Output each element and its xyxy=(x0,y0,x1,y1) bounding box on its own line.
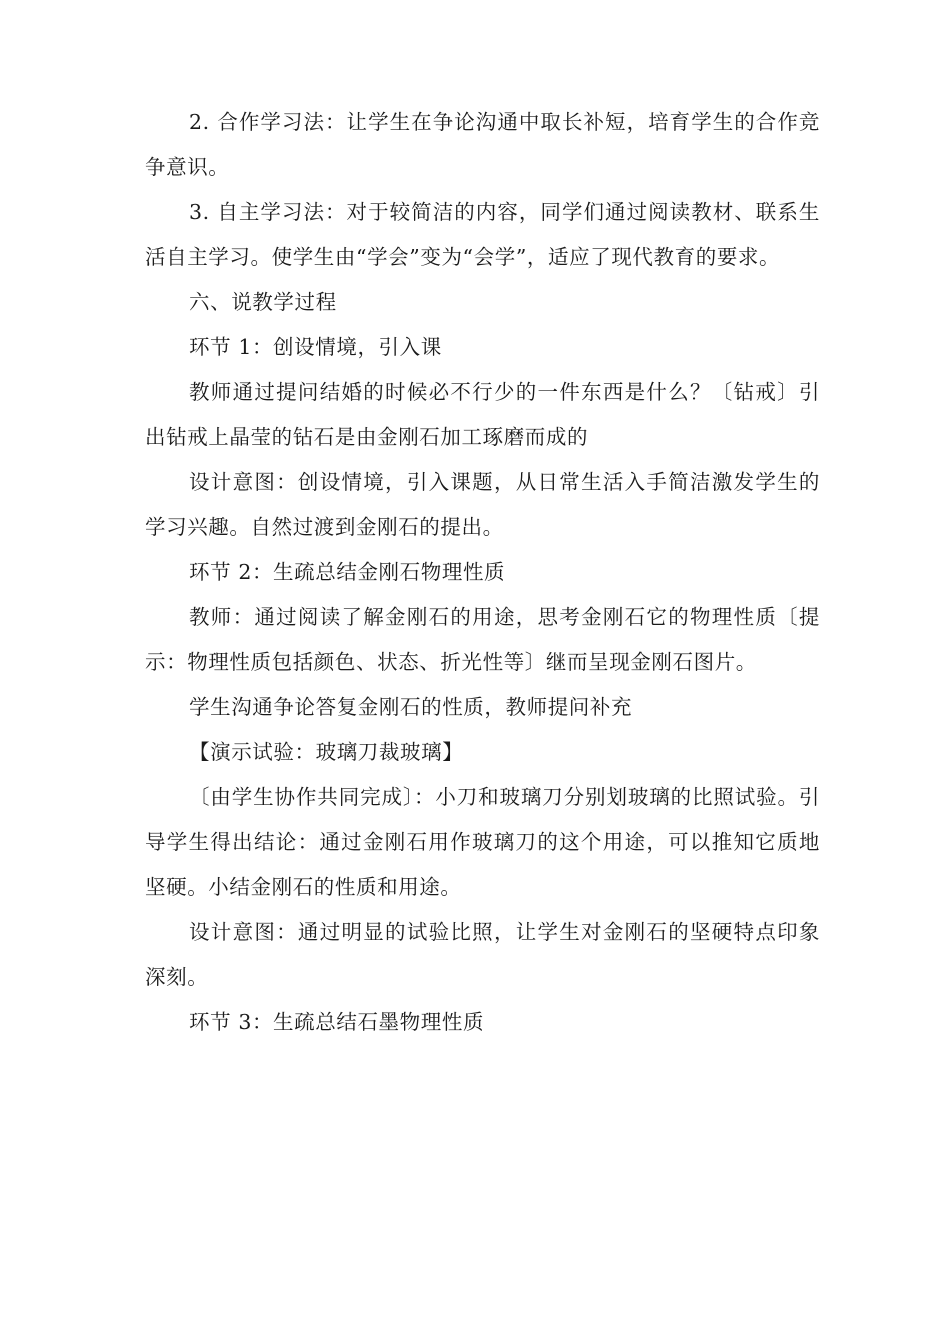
section-heading-teaching-process: 六、说教学过程 xyxy=(189,290,337,314)
paragraph-design-intent-1: 设计意图：创设情境，引入课题，从日常生活入手简洁激发学生的学习兴趣。自然过渡到金刚石的提出。 xyxy=(145,470,820,539)
step-2-heading: 环节 2：生疏总结金刚石物理性质 xyxy=(189,560,506,584)
paragraph-teacher-reading: 教师：通过阅读了解金刚石的用途，思考金刚石它的物理性质〔提示：物理性质包括颜色、状态、折光性等〕继而呈现金刚石图片。 xyxy=(145,605,820,674)
step-1-heading: 环节 1：创设情境，引入课 xyxy=(189,335,442,359)
paragraph-self-learning: 3. 自主学习法：对于较简洁的内容，同学们通过阅读教材、联系生活自主学习。使学生由“学会”变为“会学”，适应了现代教育的要求。 xyxy=(145,200,820,269)
paragraph-student-discussion: 学生沟通争论答复金刚石的性质，教师提问补充 xyxy=(189,695,633,719)
paragraph-cooperative-learning: 2. 合作学习法：让学生在争论沟通中取长补短，培育学生的合作竞争意识。 xyxy=(145,110,820,179)
demo-experiment-title: 【演示试验：玻璃刀裁玻璃】 xyxy=(189,740,464,764)
paragraph-teacher-question: 教师通过提问结婚的时候必不行少的一件东西是什么？〔钻戒〕引出钻戒上晶莹的钻石是由金刚石加工琢磨而成的 xyxy=(145,380,820,449)
paragraph-experiment-description: 〔由学生协作共同完成〕：小刀和玻璃刀分别划玻璃的比照试验。引导学生得出结论：通过金刚石用作玻璃刀的这个用途，可以推知它质地坚硬。小结金刚石的性质和用途。 xyxy=(145,785,820,899)
document-body xyxy=(145,100,820,1045)
step-3-heading: 环节 3：生疏总结石墨物理性质 xyxy=(189,1010,485,1034)
paragraph-design-intent-2: 设计意图：通过明显的试验比照，让学生对金刚石的坚硬特点印象深刻。 xyxy=(145,920,820,989)
